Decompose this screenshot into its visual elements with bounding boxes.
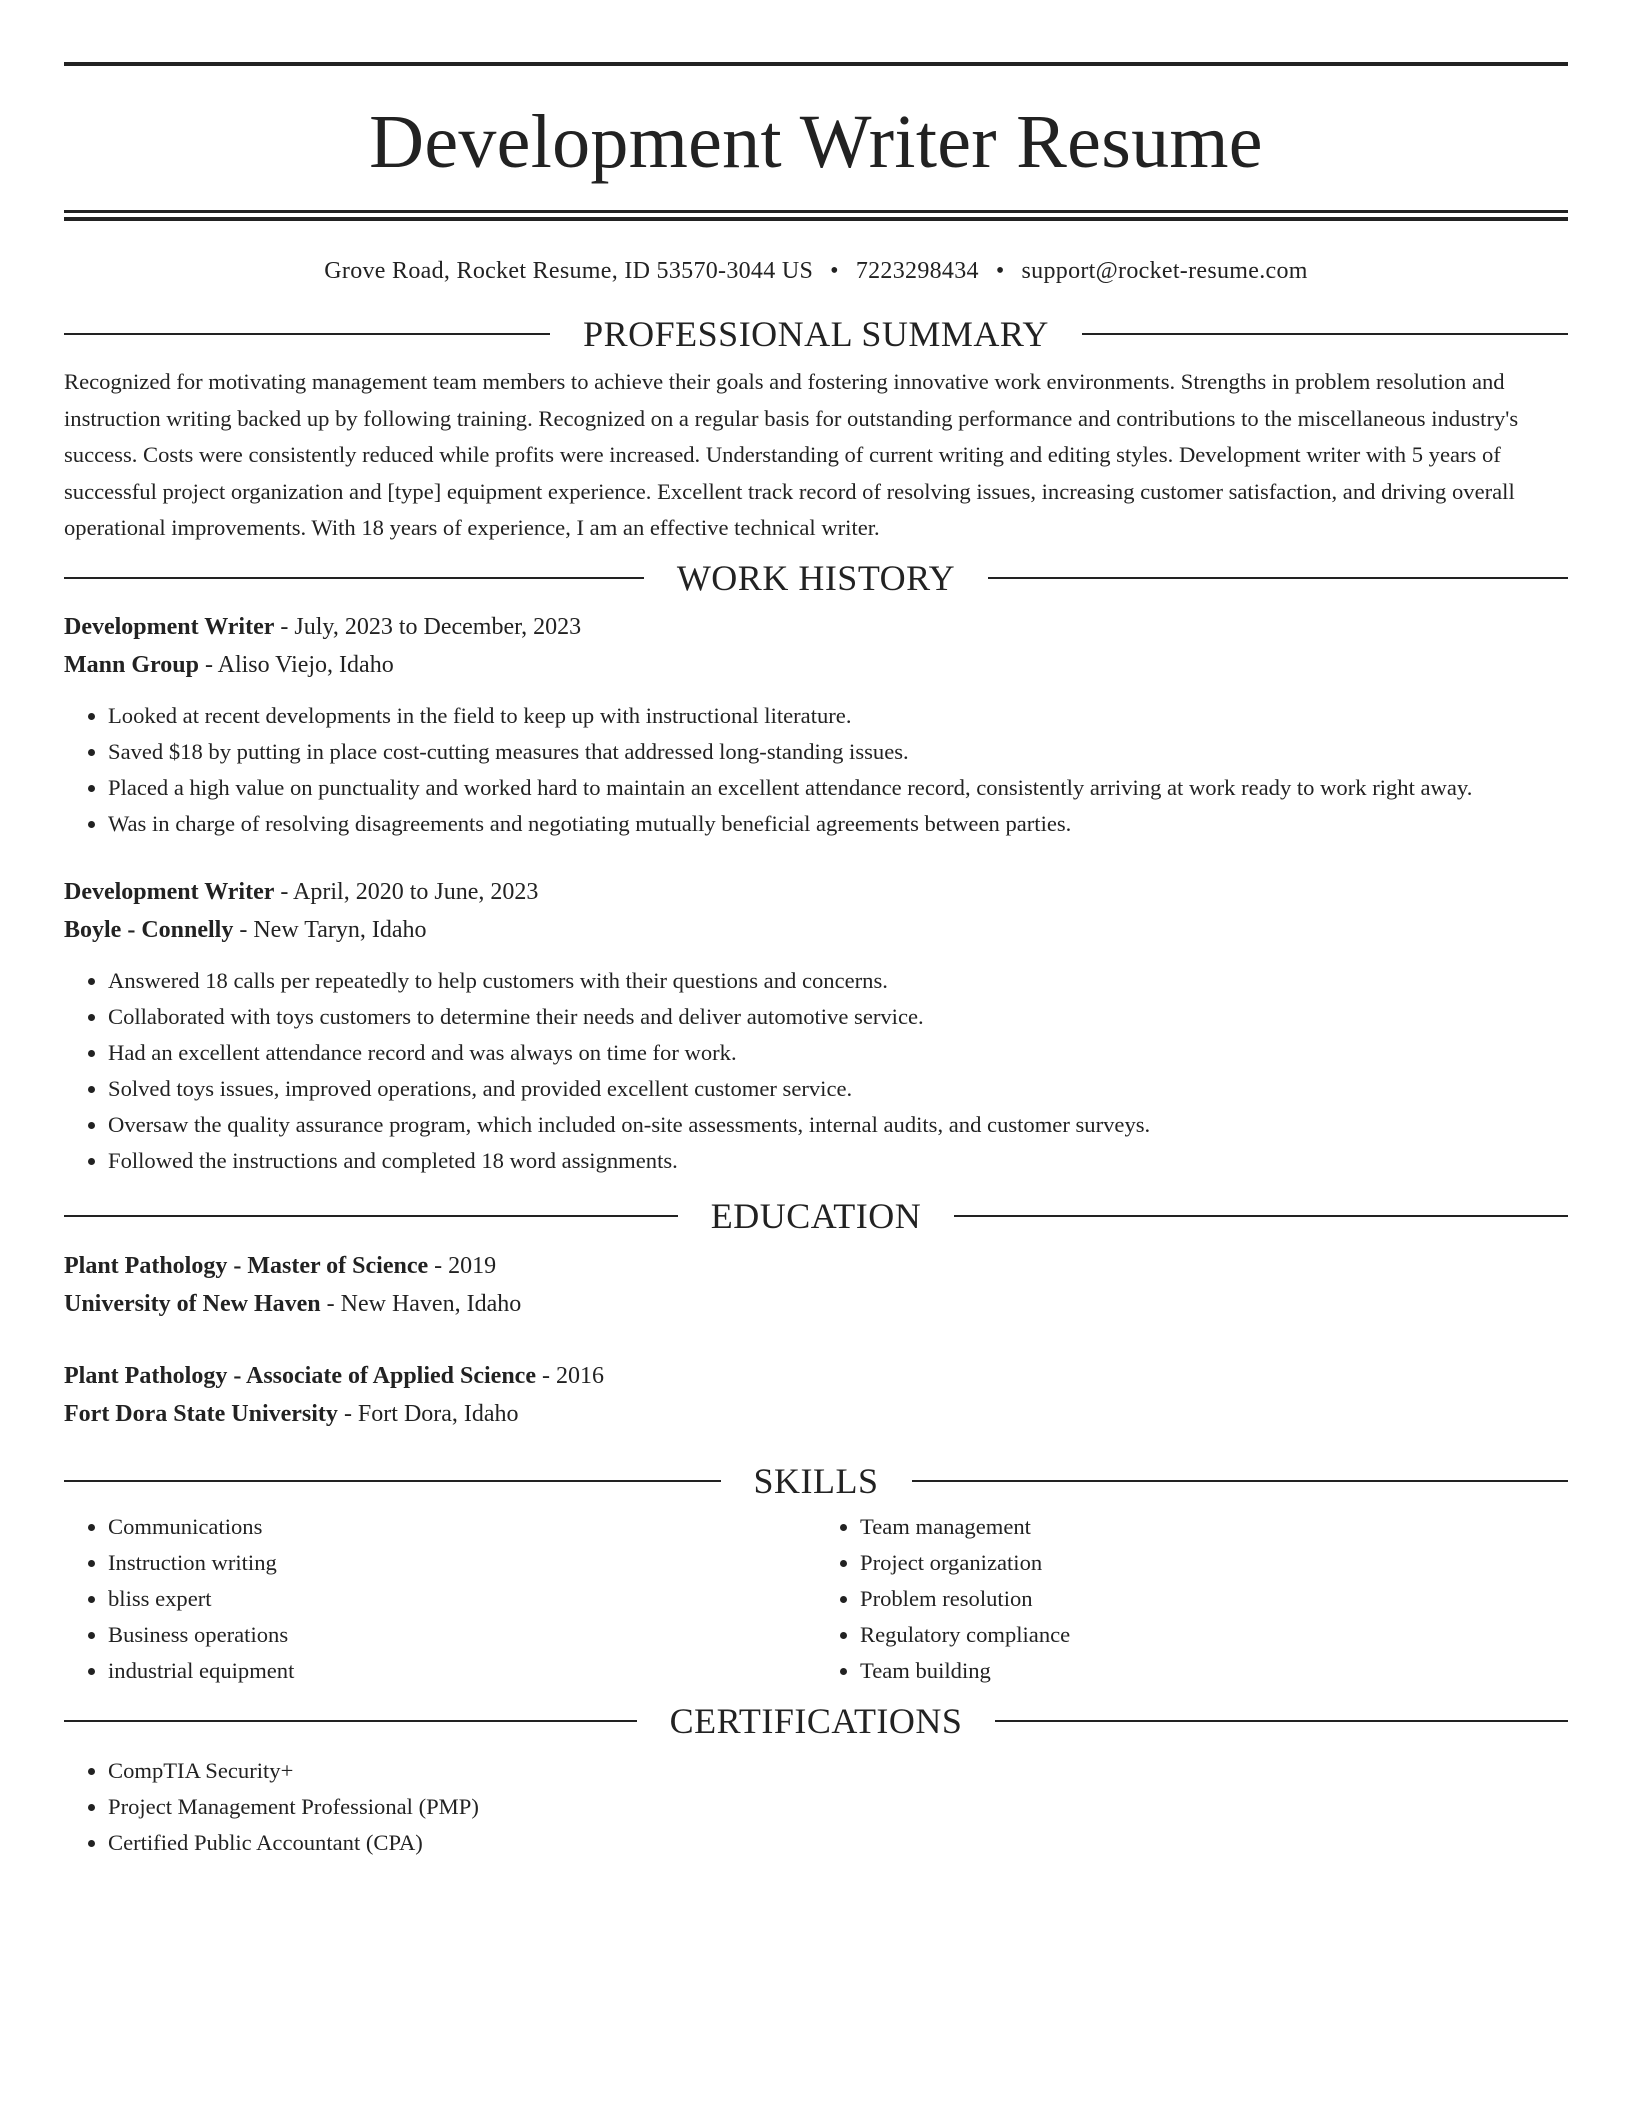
section-heading-skills: SKILLS [64,1461,1568,1501]
job-entry [64,608,1568,842]
job-bullets [64,698,1568,842]
list-item: • Looked at recent developments in the field to keep up with instructional literature. [108,698,1568,734]
section-heading-summary: PROFESSIONAL SUMMARY [64,314,1568,354]
degree-year: - 2019 [428,1252,497,1279]
resume-page [64,62,1568,1861]
section-heading-work-history: WORK HISTORY [64,558,1568,598]
degree-year: - 2016 [535,1362,604,1389]
job-title-line [64,608,1568,646]
contact-separator: • [995,258,1005,284]
top-rule [64,62,1568,66]
job-entry [64,873,1568,1179]
job-company: Boyle - Connelly [64,916,234,943]
contact-line [64,256,1568,286]
job-dates: - April, 2020 to June, 2023 [274,878,539,905]
list-item: • Answered 18 calls per repeatedly to help customers with their questions and concerns. [108,963,1568,999]
list-item: • Had an excellent attendance record and was always on time for work. [108,1035,1568,1071]
school-location: - New Haven, Idaho [320,1290,522,1317]
school: Fort Dora State University [64,1400,338,1427]
education-entry [64,1357,1568,1433]
contact-phone: 7223298434 [855,258,979,284]
job-location: - Aliso Viejo, Idaho [198,651,394,678]
degree-line [64,1357,1568,1395]
degree: Plant Pathology - Master of Science [64,1252,429,1279]
job-title: Development Writer [64,878,275,905]
list-item: • Solved toys issues, improved operations, and provided excellent customer service. [108,1071,1568,1107]
school-location: - Fort Dora, Idaho [337,1400,519,1427]
skill-item: • bliss expert [108,1581,816,1617]
skill-item: • industrial equipment [108,1653,816,1689]
resume-title: Development Writer Resume [369,100,1263,184]
skill-item: • Problem resolution [860,1581,1568,1617]
skill-item: • Regulatory compliance [860,1617,1568,1653]
degree-line [64,1247,1568,1285]
school: University of New Haven [64,1290,321,1317]
job-company-line [64,646,1568,684]
school-line [64,1285,1568,1323]
job-title-line [64,873,1568,911]
skills-list-left [64,1509,816,1689]
job-bullets [64,963,1568,1179]
degree: Plant Pathology - Associate of Applied Science [64,1362,536,1389]
contact-email: support@rocket-resume.com [1021,258,1308,284]
job-company: Mann Group [64,651,199,678]
job-location: - New Taryn, Idaho [233,916,427,943]
section-heading-education: EDUCATION [64,1196,1568,1236]
certification-item: • CompTIA Security+ [108,1753,1568,1789]
job-dates: - July, 2023 to December, 2023 [274,613,582,640]
skill-item: • Project organization [860,1545,1568,1581]
certifications-list [64,1753,1568,1861]
list-item: • Was in charge of resolving disagreements and negotiating mutually beneficial agreements between parties. [108,806,1568,842]
list-item: • Followed the instructions and completed 18 word assignments. [108,1143,1568,1179]
skills-grid [64,1509,1568,1689]
skill-item: • Communications [108,1509,816,1545]
list-item: • Placed a high value on punctuality and worked hard to maintain an excellent attendance record, consistently arriving at work ready to work right away. [108,770,1568,806]
skill-item: • Instruction writing [108,1545,816,1581]
skill-item: • Team management [860,1509,1568,1545]
skill-item: • Business operations [108,1617,816,1653]
contact-separator: • [830,258,839,284]
contact-address: Grove Road, Rocket Resume, ID 53570-3044 US [324,258,814,284]
summary-text: Recognized for motivating management team members to achieve their goals and fostering innovative work environments. Strengths in problem resolution and instruction writing backed up by following training. Recognized on a regular basis for outstanding performance and contributions to the miscellaneous industry's success. Costs were consistently reduced while profits were increased. Understanding of current writing and editing styles. Development writer with 5 years of successful project organization and [type] equipment experience. Excellent track record of resolving issues, increasing customer satisfaction, and driving overall operational improvements. With 18 years of experience, I am an effective technical writer. [64,369,1519,540]
skill-item: • Team building [860,1653,1568,1689]
section-heading-certifications: CERTIFICATIONS [64,1701,1568,1741]
school-line [64,1395,1568,1433]
list-item: • Collaborated with toys customers to determine their needs and deliver automotive service. [108,999,1568,1035]
education-entry [64,1247,1568,1323]
title-double-rule [64,210,1568,221]
skills-list-right [816,1509,1568,1689]
job-title: Development Writer [64,613,275,640]
certification-item: • Certified Public Accountant (CPA) [108,1825,1568,1861]
certification-item: • Project Management Professional (PMP) [108,1789,1568,1825]
list-item: • Saved $18 by putting in place cost-cutting measures that addressed long-standing issues. [108,734,1568,770]
job-company-line [64,911,1568,949]
list-item: • Oversaw the quality assurance program, which included on-site assessments, internal audits, and customer surveys. [108,1107,1568,1143]
